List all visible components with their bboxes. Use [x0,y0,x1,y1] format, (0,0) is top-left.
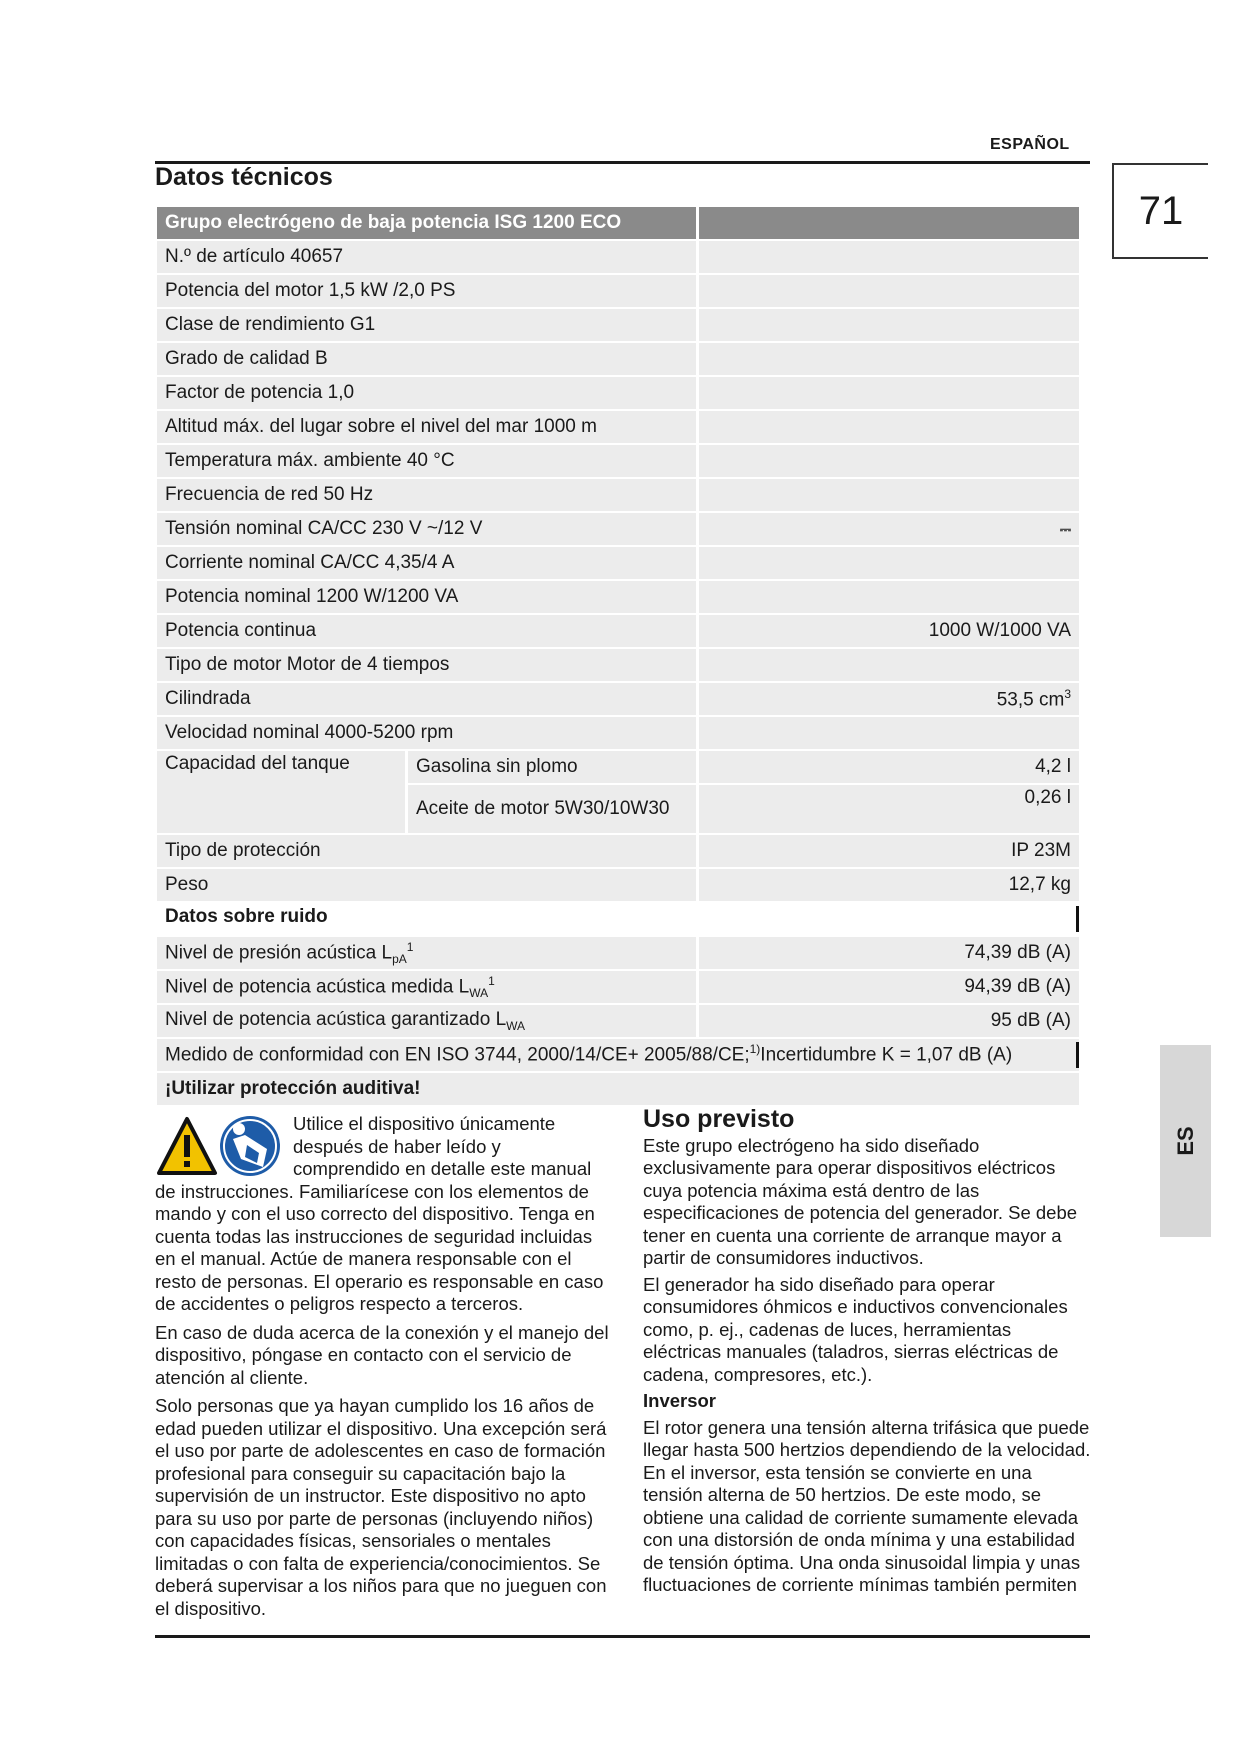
spec-row [157,717,1079,749]
bottom-rule [155,1635,1090,1638]
pressure-value: 74,39 dB (A) [699,937,1079,969]
spec-label: Potencia continua [157,615,699,647]
spec-right-value [699,479,1079,511]
spec-row [157,615,1079,647]
tank-value: 0,26 l [699,785,1079,833]
spec-header: Grupo electrógeno de baja potencia ISG 1200 ECO [157,207,699,239]
spec-right-value [699,275,1079,307]
spec-right-value [699,445,1079,477]
spec-row [157,241,1079,273]
guaranteed-value: 95 dB (A) [699,1005,1079,1037]
spec-right-value [699,411,1079,443]
spec-label: Tensión nominal CA/CC 230 V ~/12 V [157,513,699,545]
spec-value: 1,5 kW /2,0 PS [328,280,456,301]
spec-row [157,513,1079,545]
language-side-tab [1160,1045,1211,1237]
spec-right-value: 53,5 $cm^3$ [699,683,1079,715]
spec-row [157,309,1079,341]
right-column [643,1105,1093,1601]
spec-label: Potencia del motor 1,5 kW /2,0 PS [157,275,699,307]
noise-header-row [157,903,1079,935]
spec-label: N.º de artículo 40657 [157,241,699,273]
spec-row [157,649,1079,681]
spec-value: B [315,348,328,369]
usage-paragraph: Utilice el dispositivo únicamente después de haber leído y comprendido en detalle este manual de instrucciones. Familiarícese con los elementos de mando y con el uso correcto del dispositivo. Tenga en cuenta todas las instrucciones de seguridad incluidas en el manual. Actúe de manera responsable con el resto de personas. El operario es responsable en caso de accidentes o peligros respecto a terceros. [155,1113,604,1314]
spec-label: Clase de rendimiento G1 [157,309,699,341]
tank-row [157,751,1079,783]
measured-row [157,1039,1079,1071]
intended-use-paragraph: Este grupo electrógeno ha sido diseñado exclusivamente para operar dispositivos eléctricos cuya potencia máxima está dentro de las especificaciones de potencia del generador. Se debe tener en cuenta una corriente de arranque mayor a partir de consumidores inductivos. [643,1134,1078,1268]
spec-row [157,377,1079,409]
inverter-heading: Inversor [643,1390,717,1411]
spec-value: 40657 [290,246,344,267]
spec-right-value [699,343,1079,375]
tank-label: Capacidad del tanque [157,751,408,833]
usage-paragraph: En caso de duda acerca de la conexión y el manejo del dispositivo, póngase en contacto con el servicio de atención al cliente. [155,1321,609,1388]
spec-header-row [157,207,1079,239]
usage-paragraph: Solo personas que ya hayan cumplido los 16 años de edad pueden utilizar el dispositivo. Una excepción será el uso por parte de adolescentes en caso de formación profesional para conseguir su capacitación bajo la supervisión de un instructor. Este dispositivo no apto para su uso por parte de personas (incluyendo niños) con capacidades físicas, sensoriales o mentales limitadas o con falta de experiencia/conocimientos. Se deberá supervisar a los niños para que no jueguen con el dispositivo. [155,1395,607,1619]
language-label: ESPAÑOL [990,136,1070,153]
spec-label: Tipo de protección [157,835,699,867]
tank-value: 4,2 l [699,751,1079,783]
spec-right-value: 12,7 kg [699,869,1079,901]
spec-label: Peso [157,869,699,901]
spec-row [157,445,1079,477]
spec-label: Cilindrada [157,683,699,715]
power-value: 94,39 dB (A) [699,971,1079,1003]
spec-label: Factor de potencia 1,0 [157,377,699,409]
spec-label: Corriente nominal CA/CC 4,35/4 A [157,547,699,579]
pressure-label: Nivel de presión acústica L [165,942,393,964]
inverter-paragraph: El rotor genera una tensión alterna trifásica que puede llegar hasta 500 hertzios dependiendo de la velocidad. En el inversor, esta tensión se convierte en una tensión alterna de 50 hertzios. De este modo, se obtiene una calidad de corriente sumamente elevada con una distorsión de onda mínima y una estabilidad de tensión óptima. Una onda sinusoidal limpia y unas fluctuaciones de corriente mínimas también permiten [643,1416,1091,1595]
spec-value: 1,0 [327,382,355,403]
spec-value: 230 V ~/12 V [371,518,483,539]
spec-row [157,547,1079,579]
noise-row: Nivel de potencia acústica garantizado $L_{WA}$ 95 dB (A) [157,1005,1079,1037]
noise-row: Nivel de presión acústica $L_{pA}^1$ 74,39 dB (A) [157,937,1079,969]
spec-value: 1000 m [533,416,597,437]
page-number: 71 [1112,163,1208,259]
intended-use-paragraph: El generador ha sido diseñado para operar consumidores óhmicos e inductivos convencionales como, p. ej., cadenas de luces, herramientas eléctricas manuales (taladros, sierras eléctricas de cadena, compresores, etc.). [643,1273,1068,1385]
spec-row [157,581,1079,613]
guaranteed-label: Nivel de potencia acústica garantizado L [165,1009,507,1031]
spec-right-value [699,241,1079,273]
spec-row [157,869,1079,901]
spec-row [157,479,1079,511]
spec-label: Tipo de motor Motor de 4 tiempos [157,649,699,681]
noise-header: Datos sobre ruido [157,903,1079,935]
spec-value: 1200 W/1200 VA [316,586,459,607]
spec-label: Temperatura máx. ambiente 40 °C [157,445,699,477]
tank-fuel: Gasolina sin plomo [408,751,699,783]
power-label: Nivel de potencia acústica medida L [165,976,470,998]
left-column [155,1113,610,1626]
spec-table [157,205,1079,1107]
spec-right-value: 1000 W/1000 VA [699,615,1079,647]
spec-right-value [699,547,1079,579]
spec-right-value [699,377,1079,409]
spec-row [157,683,1079,715]
spec-row [157,411,1079,443]
spec-row [157,275,1079,307]
spec-label: Potencia nominal 1200 W/1200 VA [157,581,699,613]
spec-label: Velocidad nominal 4000-5200 rpm [157,717,699,749]
side-tab-label: ES [1172,1126,1198,1156]
tank-fuel: Aceite de motor 5W30/10W30 [408,785,699,833]
spec-label: Altitud máx. del lugar sobre el nivel del mar 1000 m [157,411,699,443]
spec-right-value [699,309,1079,341]
spec-value: 4,35/4 A [384,552,455,573]
measured-note: Medido de conformidad con EN ISO 3744, 2000/14/CE+ 2005/88/CE;$^{1)}$Incertidumbre K = 1,07 dB (A) [157,1039,1079,1071]
warning-read-manual-icon [155,1113,285,1179]
spec-row [157,343,1079,375]
spec-right-value: IP 23M [699,835,1079,867]
intended-use-heading: Uso previsto [643,1105,795,1133]
spec-value: 4000-5200 rpm [324,722,454,743]
spec-value: Motor de 4 tiempos [286,654,450,675]
spec-value: G1 [349,314,376,335]
spec-label: Grado de calidad B [157,343,699,375]
section-title: Datos técnicos [155,163,333,191]
spec-value: 40 °C [406,450,455,471]
safety-icons [155,1113,285,1179]
spec-label: Frecuencia de red 50 Hz [157,479,699,511]
spec-right-value [699,717,1079,749]
noise-row: Nivel de potencia acústica medida $L_{WA}^1$ 94,39 dB (A) [157,971,1079,1003]
spec-right-value: ⎓ [699,513,1079,545]
spec-right-value [699,649,1079,681]
hearing-note: ¡Utilizar protección auditiva! [157,1073,1079,1105]
spec-value: 50 Hz [323,484,374,505]
spec-row [157,835,1079,867]
hearing-row [157,1073,1079,1105]
spec-right-value [699,581,1079,613]
